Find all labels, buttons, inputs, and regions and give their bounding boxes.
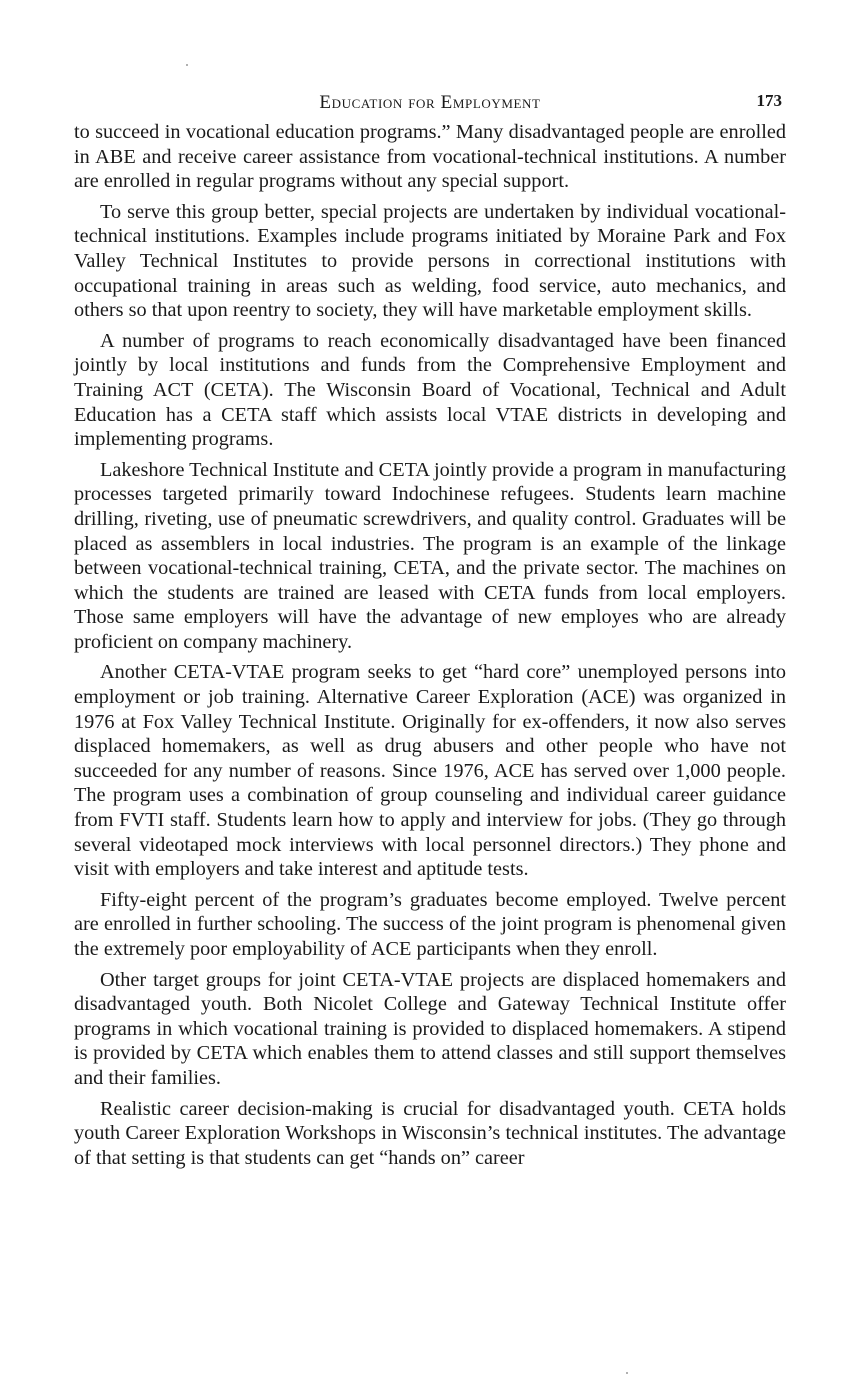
paragraph: Another CETA-VTAE program seeks to get “hard core” unemployed persons into employment or job training. Alternative Career Exploration (ACE) was organized in 1976 at Fox Valley Technical Institute. Originally for ex-offenders, it now also serves displaced homemakers, as well as drug abusers and other people who have not succeeded for any number of reasons. Since 1976, ACE has served over 1,000 people. The program uses a combination of group counseling and individual career guidance from FVTI staff. Students learn how to apply and interview for jobs. (They go through several videotaped mock interviews with local personnel directors.) They phone and visit with employers and take interest and aptitude tests. — [74, 661, 786, 881]
paragraph: Fifty-eight percent of the program’s graduates become employed. Twelve percent are enrolled in further schooling. The success of the joint program is phenomenal given the extremely poor employability of ACE participants when they enroll. — [74, 888, 786, 960]
book-page — [74, 86, 786, 1176]
running-head — [74, 86, 786, 120]
body-text — [74, 120, 786, 1170]
paragraph: Lakeshore Technical Institute and CETA jointly provide a program in manufacturing processes targeted primarily toward Indochinese refugees. Students learn machine drilling, riveting, use of pneumatic screwdrivers, and quality control. Graduates will be placed as assemblers in local industries. The program is an example of the linkage between vocational-technical training, CETA, and the private sector. The machines on which the students are trained are leased with CETA funds from local employers. Those same employers will have the advantage of new employes who are already proficient on company machinery. — [74, 458, 786, 653]
paragraph-continuation: to succeed in vocational education programs.” Many disadvantaged people are enrolled in ABE and receive career assistance from vocational-technical institutions. A number are enrolled in regular programs without any special support. — [74, 121, 786, 193]
paragraph: Other target groups for joint CETA-VTAE projects are displaced homemakers and disadvantaged youth. Both Nicolet College and Gateway Technical Institute offer programs in which vocational training is provided to displaced homemakers. A stipend is provided by CETA which enables them to attend classes and still support themselves and their families. — [74, 968, 786, 1089]
paragraph: To serve this group better, special projects are undertaken by individual vocational-technical institutions. Examples include programs initiated by Moraine Park and Fox Valley Technical Institutes to provide persons in correctional institutions with occupational training in areas such as welding, food service, auto mechanics, and others so that upon reentry to society, they will have marketable employment skills. — [74, 200, 786, 322]
page-number: 173 — [756, 91, 782, 110]
scan-speck — [626, 1372, 628, 1374]
paragraph: A number of programs to reach economically disadvantaged have been financed jointly by local institutions and funds from the Comprehensive Employment and Training ACT (CETA). The Wisconsin Board of Vocational, Technical and Adult Education has a CETA staff which assists local VTAE districts in developing and implementing programs. — [74, 329, 786, 451]
scan-speck — [186, 64, 188, 66]
running-title: Education for Employment — [319, 92, 541, 113]
paragraph: Realistic career decision-making is crucial for disadvantaged youth. CETA holds youth Career Exploration Workshops in Wisconsin’s technical institutes. The advantage of that setting is that students can get “hands on” career — [74, 1097, 786, 1169]
